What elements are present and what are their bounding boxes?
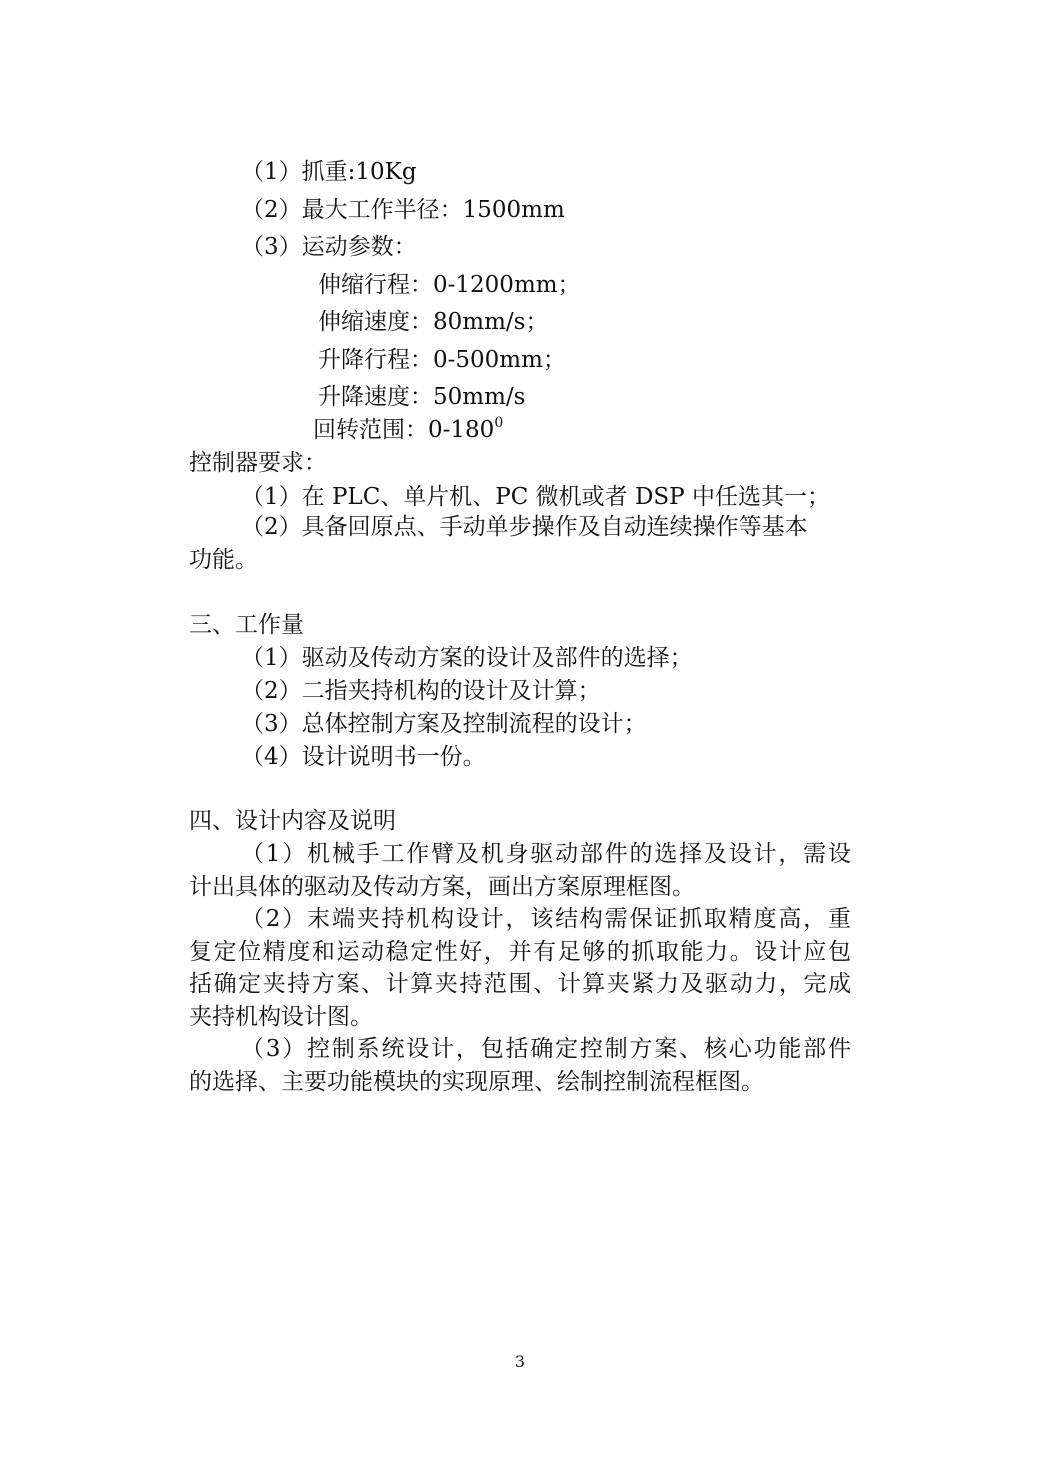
motion-telescopic-speed: 伸缩速度：80mm/s； xyxy=(318,309,549,335)
motion-rotation-range xyxy=(313,415,503,445)
page-number: 3 xyxy=(514,1352,526,1371)
rotation-text: 回转范围：0-180 xyxy=(313,417,495,443)
design-p2-line-4: 夹持机构设计图。 xyxy=(189,1004,373,1030)
design-p2-line-3: 括确定夹持方案、计算夹持范围、计算夹紧力及驱动力，完成 xyxy=(189,971,851,997)
motion-lift-stroke: 升降行程：0-500mm； xyxy=(318,347,566,373)
workload-item-2: （2）二指夹持机构的设计及计算； xyxy=(241,678,601,704)
controller-heading: 控制器要求： xyxy=(189,450,327,476)
design-p1-line-2: 计出具体的驱动及传动方案，画出方案原理框图。 xyxy=(189,874,695,900)
motion-lift-speed: 升降速度：50mm/s xyxy=(318,384,526,410)
workload-item-4: （4）设计说明书一份。 xyxy=(241,744,486,770)
motion-telescopic-stroke: 伸缩行程：0-1200mm； xyxy=(318,272,581,298)
spec-item-motion-params: （3）运动参数： xyxy=(241,234,417,260)
controller-item-2-line-2: 功能。 xyxy=(189,547,258,573)
section-design-heading: 四、设计内容及说明 xyxy=(189,808,396,834)
section-workload-heading: 三、工作量 xyxy=(189,612,304,638)
controller-item-2-line-1: （2）具备回原点、手动单步操作及自动连续操作等基本 xyxy=(241,514,808,540)
workload-item-3: （3）总体控制方案及控制流程的设计； xyxy=(241,711,647,737)
design-p3-line-2: 的选择、主要功能模块的实现原理、绘制控制流程框图。 xyxy=(189,1069,764,1095)
spec-item-grip-weight: （1）抓重:10Kg xyxy=(241,159,417,185)
controller-item-1: （1）在 PLC、单片机、PC 微机或者 DSP 中任选其一； xyxy=(241,484,830,510)
rotation-superscript: 0 xyxy=(494,415,504,431)
design-p1-line-1: （1）机械手工作臂及机身驱动部件的选择及设计，需设 xyxy=(241,841,851,867)
spec-item-max-radius: （2）最大工作半径：1500mm xyxy=(241,197,565,223)
workload-item-1: （1）驱动及传动方案的设计及部件的选择； xyxy=(241,645,693,671)
design-p2-line-2: 复定位精度和运动稳定性好，并有足够的抓取能力。设计应包 xyxy=(189,939,851,965)
design-p3-line-1: （3）控制系统设计，包括确定控制方案、核心功能部件 xyxy=(241,1036,851,1062)
design-p2-line-1: （2）末端夹持机构设计，该结构需保证抓取精度高，重 xyxy=(241,906,851,932)
